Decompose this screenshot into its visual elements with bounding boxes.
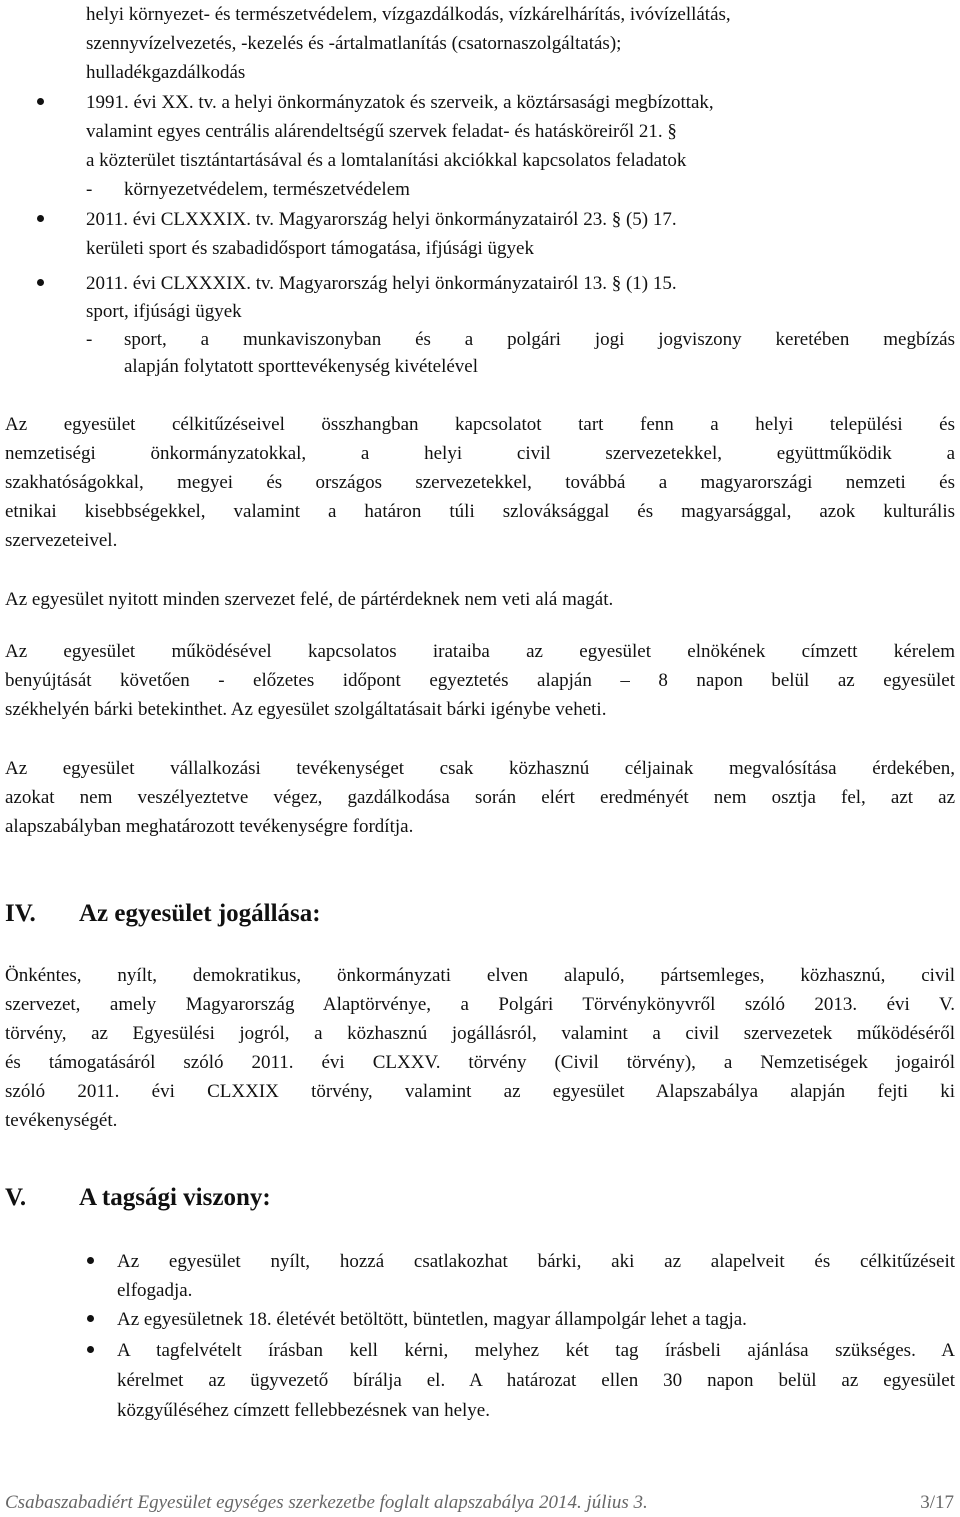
list-item-line: 2011. évi CLXXXIX. tv. Magyarország helyi önkormányzatairól 13. § (1) 15. <box>86 273 677 294</box>
paragraph-line: szakhatóságokkal, megyei és országos szervezetekkel, továbbá a magyarországi nemzeti és <box>5 472 955 493</box>
list-item-line: A tagfelvételt írásban kell kérni, melyhez két tag írásbeli ajánlása szükséges. A <box>117 1340 955 1361</box>
paragraph-line: etnikai kisebbségekkel, valamint a határon túli szlováksággal és magyarsággal, azok kulturális <box>5 501 955 522</box>
dash-marker: - <box>86 329 93 350</box>
bullet-icon <box>87 1346 94 1353</box>
paragraph-line: benyújtását követően - előzetes időpont egyeztetés alapján – 8 napon belül az egyesület <box>5 670 955 691</box>
list-item-line: kérelmet az ügyvezető bírálja el. A határozat ellen 30 napon belül az egyesület <box>117 1370 955 1391</box>
paragraph-line: alapszabályban meghatározott tevékenységre fordítja. <box>5 816 414 837</box>
list-item-line: környezetvédelem, természetvédelem <box>124 179 410 200</box>
paragraph-line: nemzetiségi önkormányzatokkal, a helyi civil szervezetekkel, együttműködik a <box>5 443 955 464</box>
list-item-line: közgyűléséhez címzett fellebbezésnek van helye. <box>117 1400 490 1421</box>
paragraph-line: Az egyesület célkitűzéseivel összhangban kapcsolatot tart fenn a helyi települési és <box>5 414 955 435</box>
footer-title: Csabaszabadiért Egyesület egységes szerkezetbe foglalt alapszabálya 2014. július 3. <box>5 1492 648 1513</box>
list-item-line: szennyvízelvezetés, -kezelés és -ártalmatlanítás (csatornaszolgáltatás); <box>86 33 622 54</box>
paragraph-line: Az egyesület működésével kapcsolatos irataiba az egyesület elnökének címzett kérelem <box>5 641 955 662</box>
bullet-icon <box>37 98 44 105</box>
dash-marker: - <box>86 179 93 200</box>
paragraph-line: Az egyesület vállalkozási tevékenységet csak közhasznú céljainak megvalósítása érdekében, <box>5 758 955 779</box>
paragraph-line: szóló 2011. évi CLXXIX törvény, valamint az egyesület Alapszabálya alapján fejti ki <box>5 1081 955 1102</box>
paragraph-line: tevékenységét. <box>5 1110 118 1131</box>
list-item-line: alapján folytatott sporttevékenység kivételével <box>124 356 479 377</box>
list-item-line: 2011. évi CLXXXIX. tv. Magyarország helyi önkormányzatairól 23. § (5) 17. <box>86 209 677 230</box>
paragraph-line: szervezet, amely Magyarország Alaptörvénye, a Polgári Törvénykönyvről szóló 2013. évi V. <box>5 994 955 1015</box>
paragraph-line: székhelyén bárki betekinthet. Az egyesület szolgáltatásait bárki igénybe veheti. <box>5 699 607 720</box>
list-item-line: Az egyesületnek 18. életévét betöltött, büntetlen, magyar állampolgár lehet a tagja. <box>117 1309 747 1330</box>
bullet-icon <box>37 215 44 222</box>
paragraph-line: és támogatásáról szóló 2011. évi CLXXV. törvény (Civil törvény), a Nemzetiségek jogairól <box>5 1052 955 1073</box>
bullet-icon <box>87 1257 94 1264</box>
list-item-line: a közterület tisztántartásával és a lomtalanítási akciókkal kapcsolatos feladatok <box>86 150 687 171</box>
paragraph-line: Önkéntes, nyílt, demokratikus, önkormányzati elven alapuló, pártsemleges, közhasznú, civil <box>5 965 955 986</box>
list-item-line: sport, a munkaviszonyban és a polgári jogi jogviszony keretében megbízás <box>124 329 955 350</box>
paragraph-line: szervezeteivel. <box>5 530 118 551</box>
list-item-line: kerületi sport és szabadidősport támogatása, ifjúsági ügyek <box>86 238 534 259</box>
section-number: IV. <box>5 900 36 927</box>
section-title: Az egyesület jogállása: <box>79 900 321 927</box>
section-number: V. <box>5 1184 27 1211</box>
page-number: 3/17 <box>920 1492 954 1513</box>
list-item-line: Az egyesület nyílt, hozzá csatlakozhat bárki, aki az alapelveit és célkitűzéseit <box>117 1251 955 1272</box>
list-item-line: sport, ifjúsági ügyek <box>86 301 242 322</box>
bullet-icon <box>87 1315 94 1322</box>
list-item-line: 1991. évi XX. tv. a helyi önkormányzatok és szerveik, a köztársasági megbízottak, <box>86 92 714 113</box>
bullet-icon <box>37 279 44 286</box>
list-item-line: elfogadja. <box>117 1280 193 1301</box>
list-item-line: helyi környezet- és természetvédelem, vízgazdálkodás, vízkárelhárítás, ivóvízellátás, <box>86 4 731 25</box>
list-item-line: hulladékgazdálkodás <box>86 62 246 83</box>
list-item-line: valamint egyes centrális alárendeltségű szervek feladat- és hatásköreiről 21. § <box>86 121 677 142</box>
section-title: A tagsági viszony: <box>79 1184 271 1211</box>
paragraph-line: Az egyesület nyitott minden szervezet felé, de pártérdeknek nem veti alá magát. <box>5 589 614 610</box>
paragraph-line: azokat nem veszélyeztetve végez, gazdálkodása során elért eredményét nem osztja fel, azt az <box>5 787 955 808</box>
paragraph-line: törvény, az Egyesülési jogról, a közhasznú jogállásról, valamint a civil szervezetek működéséről <box>5 1023 955 1044</box>
